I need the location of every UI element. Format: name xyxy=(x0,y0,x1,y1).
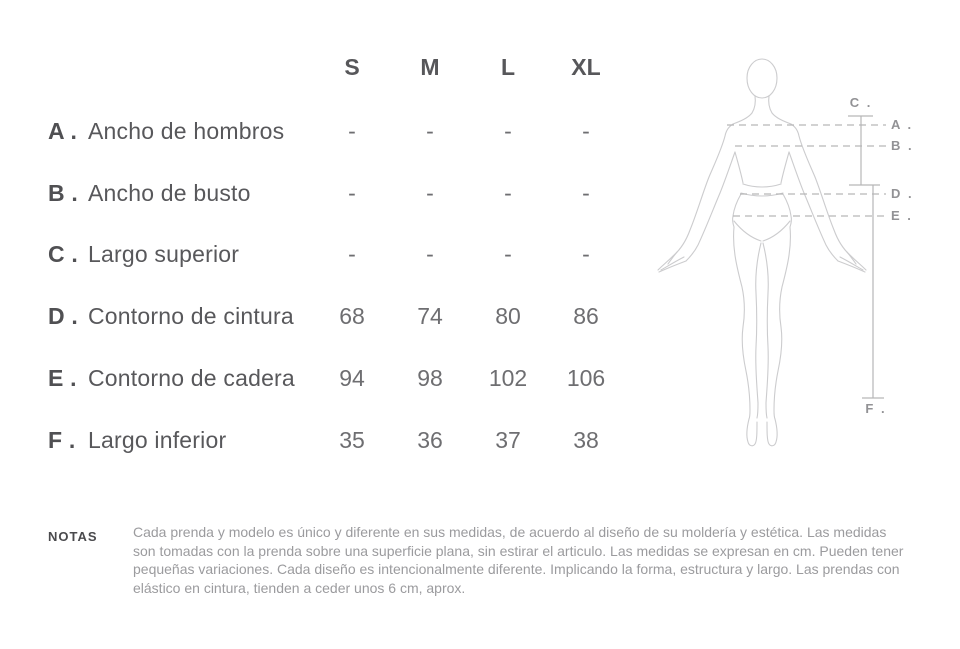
croquis-figure-drawing xyxy=(630,30,960,470)
size-header-m: M xyxy=(420,53,440,80)
row-label: Ancho de hombros xyxy=(88,117,285,144)
measurement-value: 68 xyxy=(339,302,365,329)
measurement-value: - xyxy=(426,240,434,267)
size-header-row xyxy=(48,52,625,82)
table-row-c xyxy=(48,239,625,269)
measurement-value: - xyxy=(582,240,590,267)
measurement-value: - xyxy=(348,179,356,206)
size-header-l: L xyxy=(500,53,516,80)
row-label: Ancho de busto xyxy=(88,179,251,206)
diagram-label-b: B . xyxy=(891,138,914,153)
measurement-value: - xyxy=(582,117,590,144)
measurement-value: 35 xyxy=(339,426,365,453)
row-key: A . xyxy=(48,117,78,144)
measurement-value: 37 xyxy=(495,426,521,453)
measurement-value: 106 xyxy=(566,364,606,391)
size-header-xl: XL xyxy=(571,53,601,80)
row-label: Contorno de cintura xyxy=(88,302,294,329)
measurement-value: - xyxy=(426,179,434,206)
notes-body: Cada prenda y modelo es único y diferente en sus medidas, de acuerdo al diseño de su moldería y estética. Las medidas son tomadas con la prenda sobre una superficie plana, sin estirar el articulo. Las medidas se expresan en cm. Pueden tener pequeñas variaciones. Cada diseño es intencionalmente diferente. Implicando la forma, estructura y largo. Las prendas con elástico en cintura, tienden a ceder unos 6 cm, aprox. xyxy=(133,524,904,596)
diagram-label-a: A . xyxy=(891,117,914,132)
measurement-value: - xyxy=(504,179,512,206)
measurement-value: 38 xyxy=(573,426,599,453)
measurement-value: 98 xyxy=(417,364,443,391)
measurement-value: - xyxy=(582,179,590,206)
measurement-value: 94 xyxy=(339,364,365,391)
measurement-value: 102 xyxy=(488,364,528,391)
row-label: Largo superior xyxy=(88,240,240,267)
measurement-value: - xyxy=(504,117,512,144)
row-key: F . xyxy=(48,426,76,453)
measurement-value: - xyxy=(504,240,512,267)
measurement-value: - xyxy=(426,117,434,144)
row-label: Contorno de cadera xyxy=(88,364,295,391)
row-key: C . xyxy=(48,240,78,267)
notes-heading: NOTAS xyxy=(48,529,98,544)
measurement-value: - xyxy=(348,240,356,267)
row-key: E . xyxy=(48,364,77,391)
table-row-b xyxy=(48,178,625,208)
measurement-value: 74 xyxy=(417,302,443,329)
row-key: B . xyxy=(48,179,78,206)
row-label: Largo inferior xyxy=(88,426,227,453)
body-measurement-diagram xyxy=(630,30,960,470)
diagram-label-e: E . xyxy=(891,208,913,223)
size-header-s: S xyxy=(344,53,360,80)
measurement-value: - xyxy=(348,117,356,144)
table-row-f xyxy=(48,425,625,455)
row-key: D . xyxy=(48,302,78,329)
diagram-label-d: D . xyxy=(891,186,914,201)
table-row-e xyxy=(48,363,625,393)
table-row-a xyxy=(48,116,625,146)
diagram-label-c: C . xyxy=(849,95,873,110)
diagram-label-f: F . xyxy=(865,401,887,416)
measurement-value: 86 xyxy=(573,302,599,329)
measurement-value: 80 xyxy=(495,302,521,329)
table-row-d xyxy=(48,301,625,331)
measurement-value: 36 xyxy=(417,426,443,453)
